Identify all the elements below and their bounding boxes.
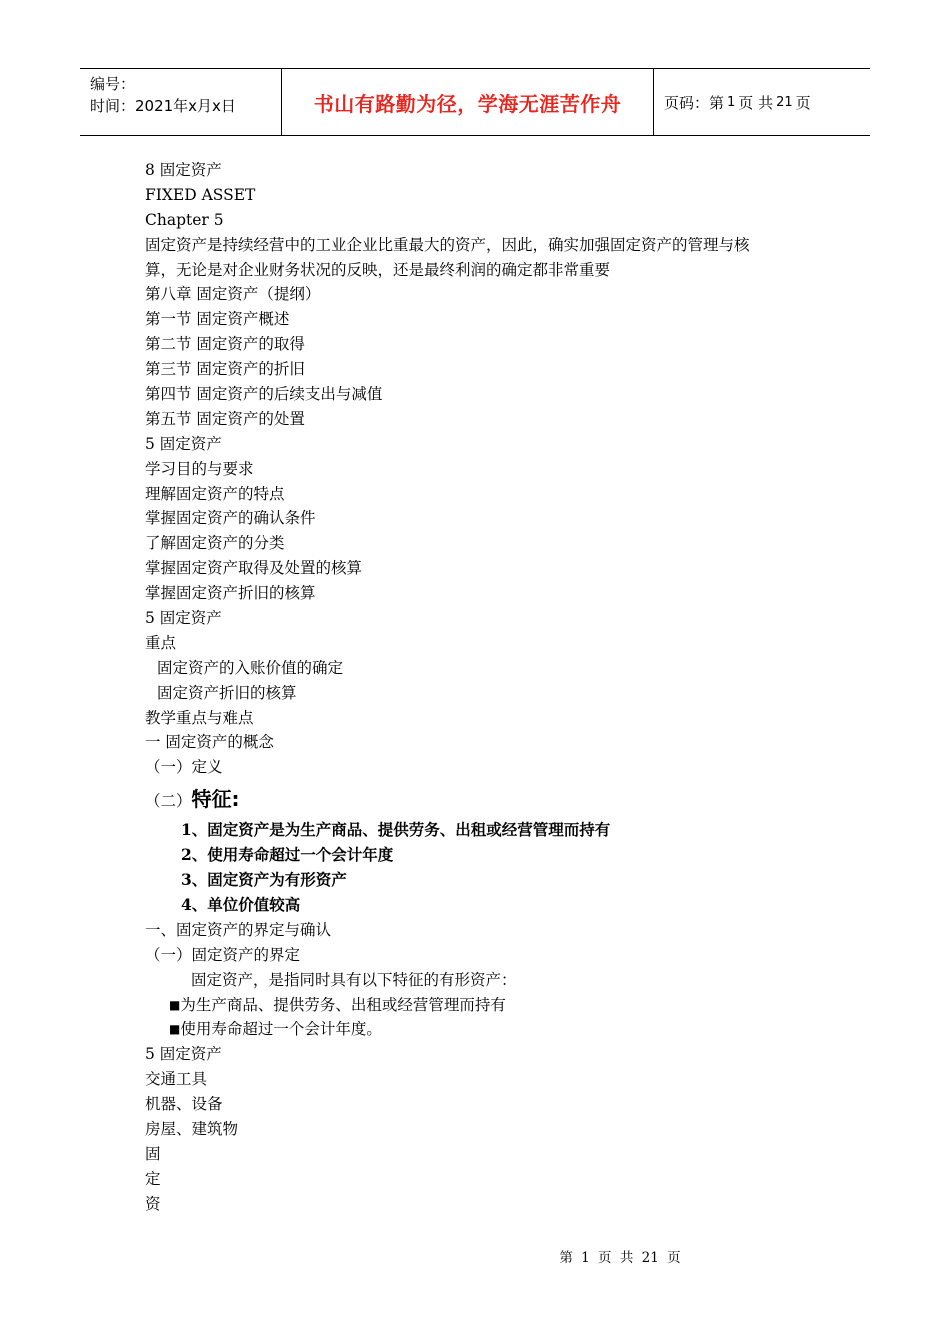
number-label: 编号： bbox=[90, 75, 136, 93]
slide-title: 5 固定资产 bbox=[145, 1045, 222, 1064]
key-point-item: 固定资产折旧的核算 bbox=[157, 683, 297, 702]
page-current: 1 bbox=[727, 94, 736, 110]
focus-heading: 教学重点与难点 bbox=[145, 708, 254, 727]
feature-item: 1、固定资产是为生产商品、提供劳务、出租或经营管理而持有 bbox=[181, 820, 611, 840]
key-points-heading: 重点 bbox=[145, 633, 177, 652]
intro-paragraph-line-1: 固定资产是持续经营中的工业企业比重最大的资产，因此，确实加强固定资产的管理与核 bbox=[145, 235, 750, 254]
bullet-item bbox=[145, 993, 845, 1018]
outline-section-2: 第二节 固定资产的取得 bbox=[145, 335, 305, 354]
time-line: 时间：2021年x月x日 bbox=[90, 97, 236, 115]
intro-paragraph-line-2: 算，无论是对企业财务状况的反映，还是最终利润的确定都非常重要 bbox=[145, 260, 611, 279]
goal-item: 理解固定资产的特点 bbox=[145, 484, 285, 503]
bullet-text: 使用寿命超过一个会计年度。 bbox=[180, 1020, 382, 1039]
vertical-char: 定 bbox=[145, 1169, 161, 1188]
header-page-info bbox=[654, 69, 870, 135]
square-bullet-icon: ■ bbox=[169, 1022, 181, 1037]
outline-section-4: 第四节 固定资产的后续支出与减值 bbox=[145, 385, 383, 404]
outline-section-1: 第一节 固定资产概述 bbox=[145, 310, 290, 329]
bullet-item bbox=[145, 1017, 845, 1042]
goal-item: 掌握固定资产的确认条件 bbox=[145, 509, 316, 528]
outline-section-5: 第五节 固定资产的处置 bbox=[145, 409, 305, 428]
definition-heading: （一）定义 bbox=[145, 758, 223, 777]
goal-item: 掌握固定资产折旧的核算 bbox=[145, 584, 316, 603]
features-heading-prefix: （二） bbox=[145, 792, 192, 811]
slide-title: 5 固定资产 bbox=[145, 609, 222, 628]
chapter-number: 8 固定资产 bbox=[145, 161, 222, 179]
asset-type-item: 房屋、建筑物 bbox=[145, 1119, 239, 1138]
definition-section-heading: 一、固定资产的界定与确认 bbox=[145, 920, 332, 939]
concept-heading: 一 固定资产的概念 bbox=[145, 733, 274, 752]
page-prefix: 页码：第 bbox=[664, 93, 725, 112]
outline-title: 第八章 固定资产（提纲） bbox=[145, 285, 321, 304]
vertical-char: 固 bbox=[145, 1144, 161, 1163]
page-total: 21 bbox=[776, 94, 793, 110]
features-heading bbox=[145, 780, 845, 818]
vertical-char: 资 bbox=[145, 1194, 161, 1213]
goal-item: 了解固定资产的分类 bbox=[145, 534, 285, 553]
page-suffix: 页 bbox=[795, 93, 811, 112]
square-bullet-icon: ■ bbox=[169, 997, 181, 1012]
asset-type-item: 交通工具 bbox=[145, 1070, 208, 1089]
feature-item: 2、使用寿命超过一个会计年度 bbox=[181, 845, 394, 865]
outline-section-3: 第三节 固定资产的折旧 bbox=[145, 360, 305, 379]
feature-item: 4、单位价值较高 bbox=[181, 894, 301, 914]
asset-type-item: 机器、设备 bbox=[145, 1095, 223, 1114]
definition-subheading: （一）固定资产的界定 bbox=[145, 945, 301, 964]
goal-item: 掌握固定资产取得及处置的核算 bbox=[145, 559, 363, 578]
document-body bbox=[145, 158, 845, 1217]
features-heading-title: 特征: bbox=[191, 787, 240, 812]
chapter-title-en: FIXED ASSET bbox=[145, 185, 256, 204]
header-motto: 书山有路勤为径，学海无涯苦作舟 bbox=[282, 69, 654, 135]
key-point-item: 固定资产的入账价值的确定 bbox=[157, 658, 344, 677]
definition-text: 固定资产，是指同时具有以下特征的有形资产： bbox=[191, 970, 517, 989]
goals-heading: 学习目的与要求 bbox=[145, 459, 254, 478]
document-header bbox=[80, 68, 870, 136]
header-meta bbox=[80, 69, 282, 135]
slide-title: 5 固定资产 bbox=[145, 434, 222, 453]
feature-item: 3、固定资产为有形资产 bbox=[181, 870, 347, 890]
bullet-text: 为生产商品、提供劳务、出租或经营管理而持有 bbox=[180, 995, 506, 1014]
page-footer: 第 1 页 共 21 页 bbox=[559, 1250, 681, 1266]
page-middle: 页 共 bbox=[738, 93, 774, 112]
chapter-label-en: Chapter 5 bbox=[145, 210, 224, 229]
